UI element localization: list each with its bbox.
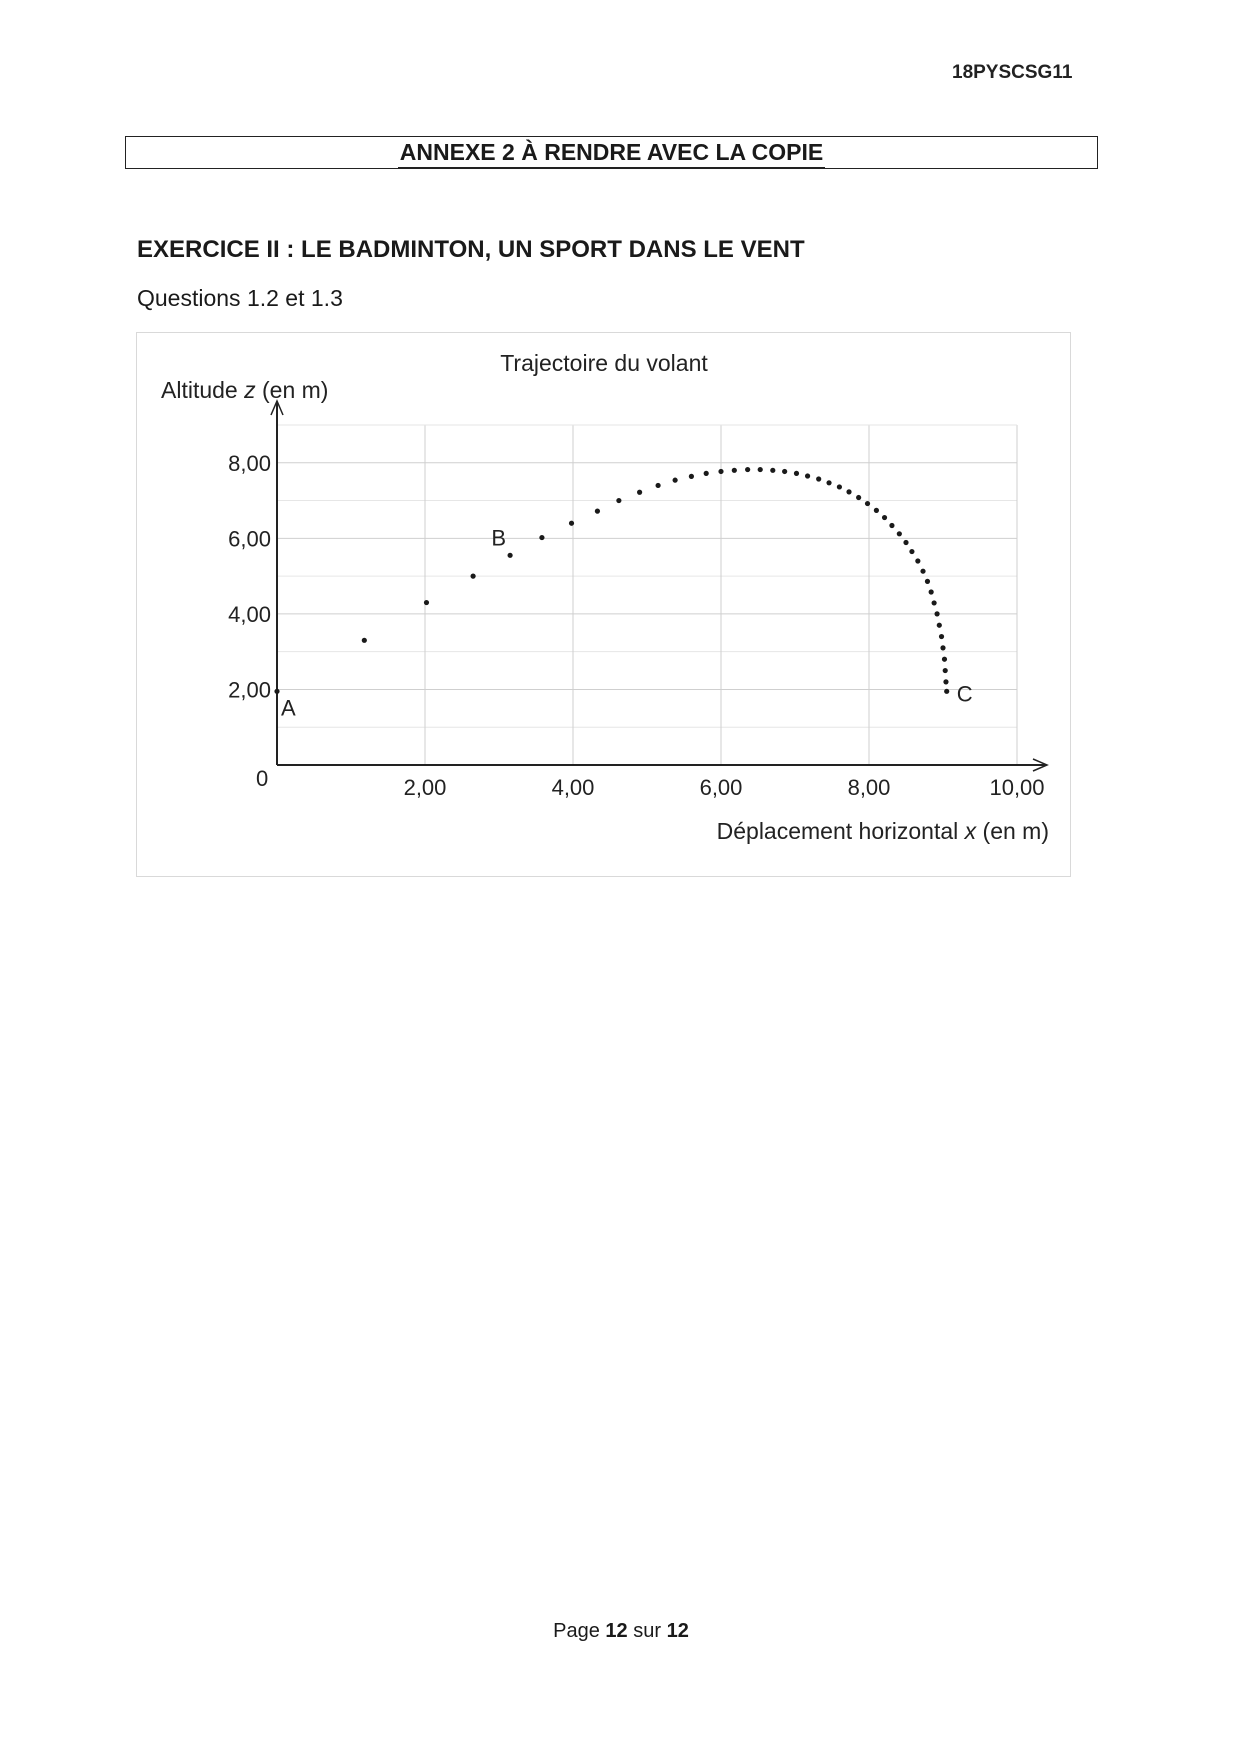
trajectory-point: [770, 468, 775, 473]
x-tick-label: 10,00: [989, 775, 1045, 800]
trajectory-point: [943, 668, 948, 673]
trajectory-point: [637, 490, 642, 495]
trajectory-point: [929, 589, 934, 594]
trajectory-point: [656, 483, 661, 488]
trajectory-point: [826, 480, 831, 485]
chart-frame: [136, 332, 1071, 877]
trajectory-point: [889, 523, 894, 528]
annex-title-box: [125, 136, 1098, 169]
trajectory-point: [874, 508, 879, 513]
trajectory-point: [539, 535, 544, 540]
questions-label: Questions 1.2 et 1.3: [137, 285, 343, 311]
trajectory-point: [920, 569, 925, 574]
trajectory-point: [837, 484, 842, 489]
exercise-title: EXERCICE II : LE BADMINTON, UN SPORT DANS LE VENT: [137, 236, 805, 263]
trajectory-point: [732, 468, 737, 473]
trajectory-point: [816, 476, 821, 481]
trajectory-point: [925, 579, 930, 584]
page-number: Page 12 sur 12: [553, 1620, 689, 1642]
trajectory-point: [939, 634, 944, 639]
chart-tick-labels: [228, 451, 1044, 800]
trajectory-point: [846, 489, 851, 494]
document-code: 18PYSCSG11: [952, 62, 1073, 83]
trajectory-point: [718, 469, 723, 474]
origin-label: 0: [256, 766, 269, 791]
trajectory-point: [865, 501, 870, 506]
y-tick-label: 4,00: [228, 601, 271, 627]
point-label-a: A: [281, 695, 296, 721]
trajectory-point: [595, 509, 600, 514]
trajectory-point: [424, 600, 429, 605]
chart-title: Trajectoire du volant: [500, 350, 708, 376]
trajectory-point: [903, 540, 908, 545]
point-label-b: B: [491, 525, 507, 551]
x-tick-label: 4,00: [551, 775, 595, 800]
chart-grid: [277, 425, 1017, 765]
trajectory-point: [944, 689, 949, 694]
trajectory-point: [805, 473, 810, 478]
trajectory-point: [471, 574, 476, 579]
trajectory-point: [909, 549, 914, 554]
x-tick-label: 2,00: [403, 775, 447, 800]
x-tick-label: 6,00: [699, 775, 743, 800]
trajectory-point: [362, 638, 367, 643]
trajectory-point: [616, 498, 621, 503]
trajectory-point: [856, 495, 861, 500]
y-axis-label: Altitude z (en m): [161, 377, 329, 403]
trajectory-point: [745, 467, 750, 472]
x-axis-label: Déplacement horizontal x (en m): [716, 818, 1049, 844]
trajectory-point: [274, 689, 279, 694]
point-label-c: C: [956, 681, 973, 707]
trajectory-point: [882, 515, 887, 520]
y-tick-label: 8,00: [228, 450, 271, 476]
x-tick-label: 8,00: [847, 775, 891, 800]
trajectory-point: [704, 471, 709, 476]
trajectory-point: [942, 657, 947, 662]
trajectory-point: [943, 679, 948, 684]
y-tick-label: 6,00: [228, 526, 271, 552]
trajectory-point: [782, 469, 787, 474]
trajectory-point: [932, 600, 937, 605]
trajectory-chart: [137, 333, 1072, 878]
trajectory-point: [758, 467, 763, 472]
trajectory-point: [897, 531, 902, 536]
trajectory-point: [689, 474, 694, 479]
trajectory-point: [569, 521, 574, 526]
trajectory-point: [508, 553, 513, 558]
trajectory-point: [934, 611, 939, 616]
chart-axes: [271, 401, 1047, 771]
annex-title: ANNEXE 2 À RENDRE AVEC LA COPIE: [398, 137, 825, 168]
y-tick-label: 2,00: [228, 677, 271, 703]
trajectory-point: [940, 645, 945, 650]
trajectory-point: [937, 623, 942, 628]
trajectory-point: [673, 478, 678, 483]
trajectory-point: [915, 558, 920, 563]
trajectory-point: [794, 471, 799, 476]
